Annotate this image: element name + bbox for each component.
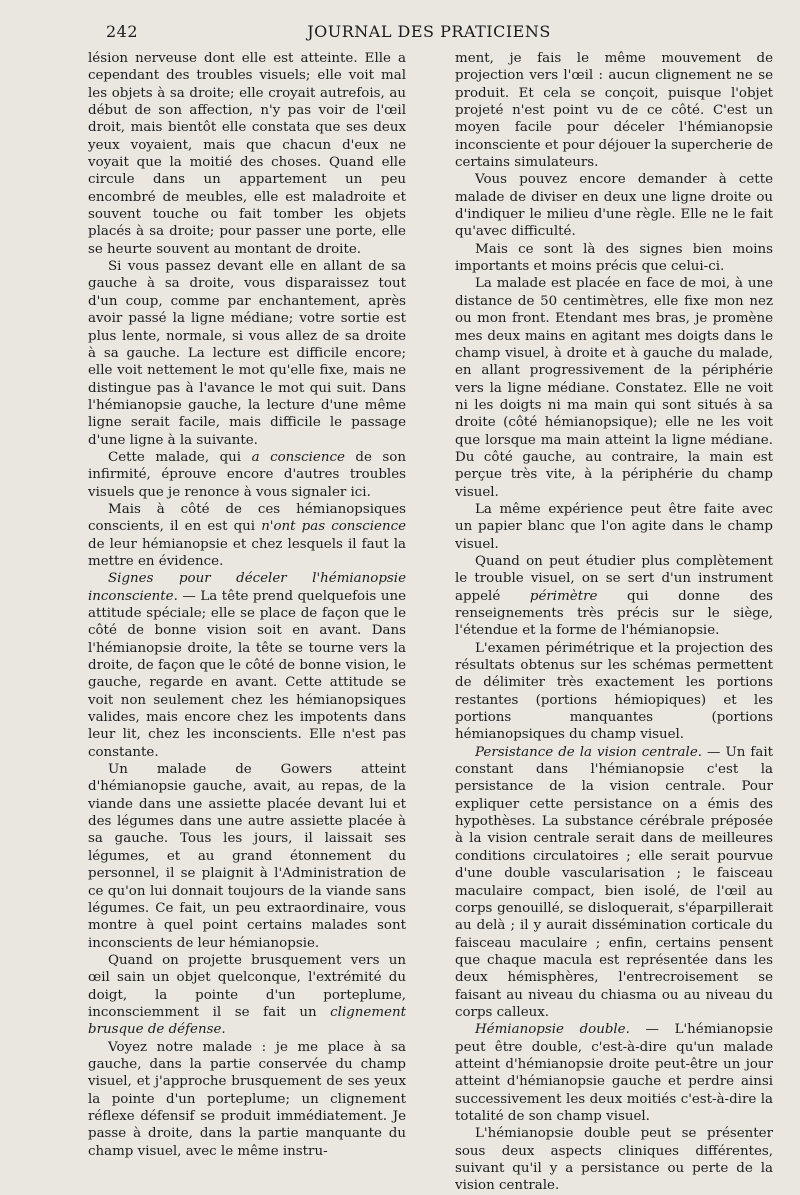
paragraph: lésion nerveuse dont elle est atteinte. Elle a cependant des troubles visuels; elle voit mal les objets à sa droite; elle croyait autrefois, au début de son affection, n'y pas voir de l'œil droit, mais bientôt elle constata que ses deux yeux voyaient, mais que chacun d'eux ne voyait que la moitié des choses. Quand elle circule dans un appartement un peu encombré de meubles, elle est maladroite et souvent touche ou fait tomber les objets placés à sa droite; pour passer une porte, elle se heurte souvent au montant de droite. xyxy=(88,51,406,257)
text: de leur hémianopsie et chez lesquels il faut la mettre en évidence. xyxy=(88,536,406,569)
paragraph: L'hémianopsie double peut se présenter sous deux aspects cliniques différentes, suivant qu'il y a persistance ou perte de la vision centrale. xyxy=(455,1126,773,1194)
text: Quand on projette brusquement vers un œil sain un objet quelconque, l'extrémité du doigt, la pointe d'un porteplume, inconsciemment il se fait un xyxy=(88,952,406,1020)
page-header xyxy=(88,22,770,44)
paragraph: Voyez notre malade : je me place à sa gauche, dans la partie conservée du champ visuel, et j'approche brusquement de ses yeux la pointe d'un porteplume; un clignement réflexe défensif se produit immédiatement. Je passe à droite, dans la partie manquante du champ visuel, avec le même instru- xyxy=(88,1039,406,1159)
paragraph xyxy=(455,744,773,1022)
text: Cette malade, qui xyxy=(108,449,252,465)
paragraph: Vous pouvez encore demander à cette malade de diviser en deux une ligne droite ou d'indiquer le milieu d'une règle. Elle ne le fait qu'avec difficulté. xyxy=(455,172,773,240)
emphasis: n'ont pas conscience xyxy=(261,519,407,535)
paragraph: Si vous passez devant elle en allant de sa gauche à sa droite, vous disparaissez tout d'un coup, comme par enchantement, après avoir passé la ligne médiane; votre sortie est plus lente, normale, si vous allez de sa droite à sa gauche. La lecture est difficile encore; elle voit nettement le mot qu'elle fixe, mais ne distingue pas à l'avance le mot qui suit. Dans l'hémianopsie gauche, la lecture d'une même ligne serait facile, mais difficile le passage d'une ligne à la suivante. xyxy=(88,259,406,448)
paragraph: Mais ce sont là des signes bien moins importants et moins précis que celui-ci. xyxy=(455,241,773,275)
paragraph xyxy=(88,952,406,1039)
emphasis: a conscience xyxy=(251,449,345,465)
text: de son infirmité, éprouve encore d'autres troubles visuels que je renonce à vous signaler ici. xyxy=(88,449,406,500)
paragraph: ment, je fais le même mouvement de projection vers l'œil : aucun clignement ne se produit. Et cela se conçoit, puisque l'objet projeté n'est point vu de ce côté. C'est un moyen facile pour déceler l'hémianopsie inconsciente et pour déjouer la supercherie de certains simulateurs. xyxy=(455,51,773,171)
paragraph: Un malade de Gowers atteint d'hémianopsie gauche, avait, au repas, de la viande dans une assiette placée devant lui et des légumes dans une autre assiette placée à sa gauche. Tous les jours, il laissait ses légumes, et au grand étonnement du personnel, il se plaignit à l'Administration de ce qu'on lui donnait toujours de la viande sans légumes. Ce fait, un peu extraordinaire, vous montre à quel point certains malades sont inconscients de leur hémianopsie. xyxy=(88,762,406,951)
text: Mais à côté de ces hémianopsiques conscients, il en est qui xyxy=(88,501,406,535)
paragraph xyxy=(455,553,773,640)
left-column xyxy=(88,50,406,1160)
text: — La tête prend quelquefois une attitude spéciale; elle se place de façon que le côté de bonne vision soit en avant. Dans l'hémianopsie droite, la tête se tourne vers la droite, de façon que le côté de bonne vision, le gauche, regarde en avant. Cette attitude se voit non seulement chez les hémianopsiques valides, mais encore chez les impotents dans leur lit, chez les inconscients. Elle n'est pas constante. xyxy=(88,588,406,760)
text: — L'hémianopsie peut être double, c'est-à-dire qu'un malade atteint d'hémianopsie droite peut-être un jour atteint d'hémianopsie gauche et perdre ainsi successivement les deux moitiés c'est-à-dire la totalité de son champ visuel. xyxy=(455,1022,773,1124)
paragraph: L'examen périmétrique et la projection des résultats obtenus sur les schémas permettent de délimiter très exactement les portions restantes (portions hémiopiques) et les portions manquantes (portions hémianopsiques du champ visuel. xyxy=(455,640,773,743)
paragraph: La malade est placée en face de moi, à une distance de 50 centimètres, elle fixe mon nez ou mon front. Etendant mes bras, je promène mes deux mains en agitant mes doigts dans le champ visuel, à droite et à gauche du malade, en allant progressivement de la périphérie vers la ligne médiane. Constatez. Elle ne voit ni les doigts ni ma main qui sont situés à sa droite (côté hémianopsique); elle ne les voit que lorsque ma main atteint la ligne médiane. Du côté gauche, au contraire, la main est perçue très vite, à la périphérie du champ visuel. xyxy=(455,276,773,500)
paragraph xyxy=(88,449,406,501)
right-column xyxy=(455,50,773,1195)
paragraph: La même expérience peut être faite avec un papier blanc que l'on agite dans le champ visuel. xyxy=(455,501,773,552)
page-number: 242 xyxy=(106,22,139,41)
paragraph xyxy=(455,1021,773,1125)
running-title: JOURNAL DES PRATICIENS xyxy=(307,22,551,41)
emphasis: périmètre xyxy=(529,588,598,604)
text: — Un fait constant dans l'hémianopsie c'est la persistance de la vision centrale. Pour expliquer cette persistance on a émis des hypothèses. La substance cérébrale préposée à la vision centrale serait dans de meilleures conditions circulatoires ; elle serait pourvue d'une double vascularisation ; le faisceau maculaire compact, bien isolé, de l'œil au corps genouillé, se disloquerait, s'éparpillerait au delà ; il y aurait dissémination corticale du faisceau maculaire ; enfin, certains pensent que chaque macula est représentée dans les deux hémisphères, l'entrecroisement se faisant au niveau du chiasma ou au niveau du corps calleux. xyxy=(455,744,773,1020)
emphasis: clignement brusque de défense. xyxy=(88,1004,406,1038)
section-heading: Signes pour déceler l'hémianopsie inconsciente. xyxy=(88,571,406,604)
section-heading: Hémianopsie double. xyxy=(475,1022,630,1038)
text: Quand on peut étudier plus complètement le trouble visuel, on se sert d'un instrument appelé xyxy=(455,553,773,604)
paragraph xyxy=(88,570,406,761)
text: qui donne des renseignements très précis sur le siège, l'étendue et la forme de l'hémianopsie. xyxy=(455,588,773,639)
section-heading: Persistance de la vision centrale. xyxy=(475,744,702,760)
paragraph xyxy=(88,501,406,570)
